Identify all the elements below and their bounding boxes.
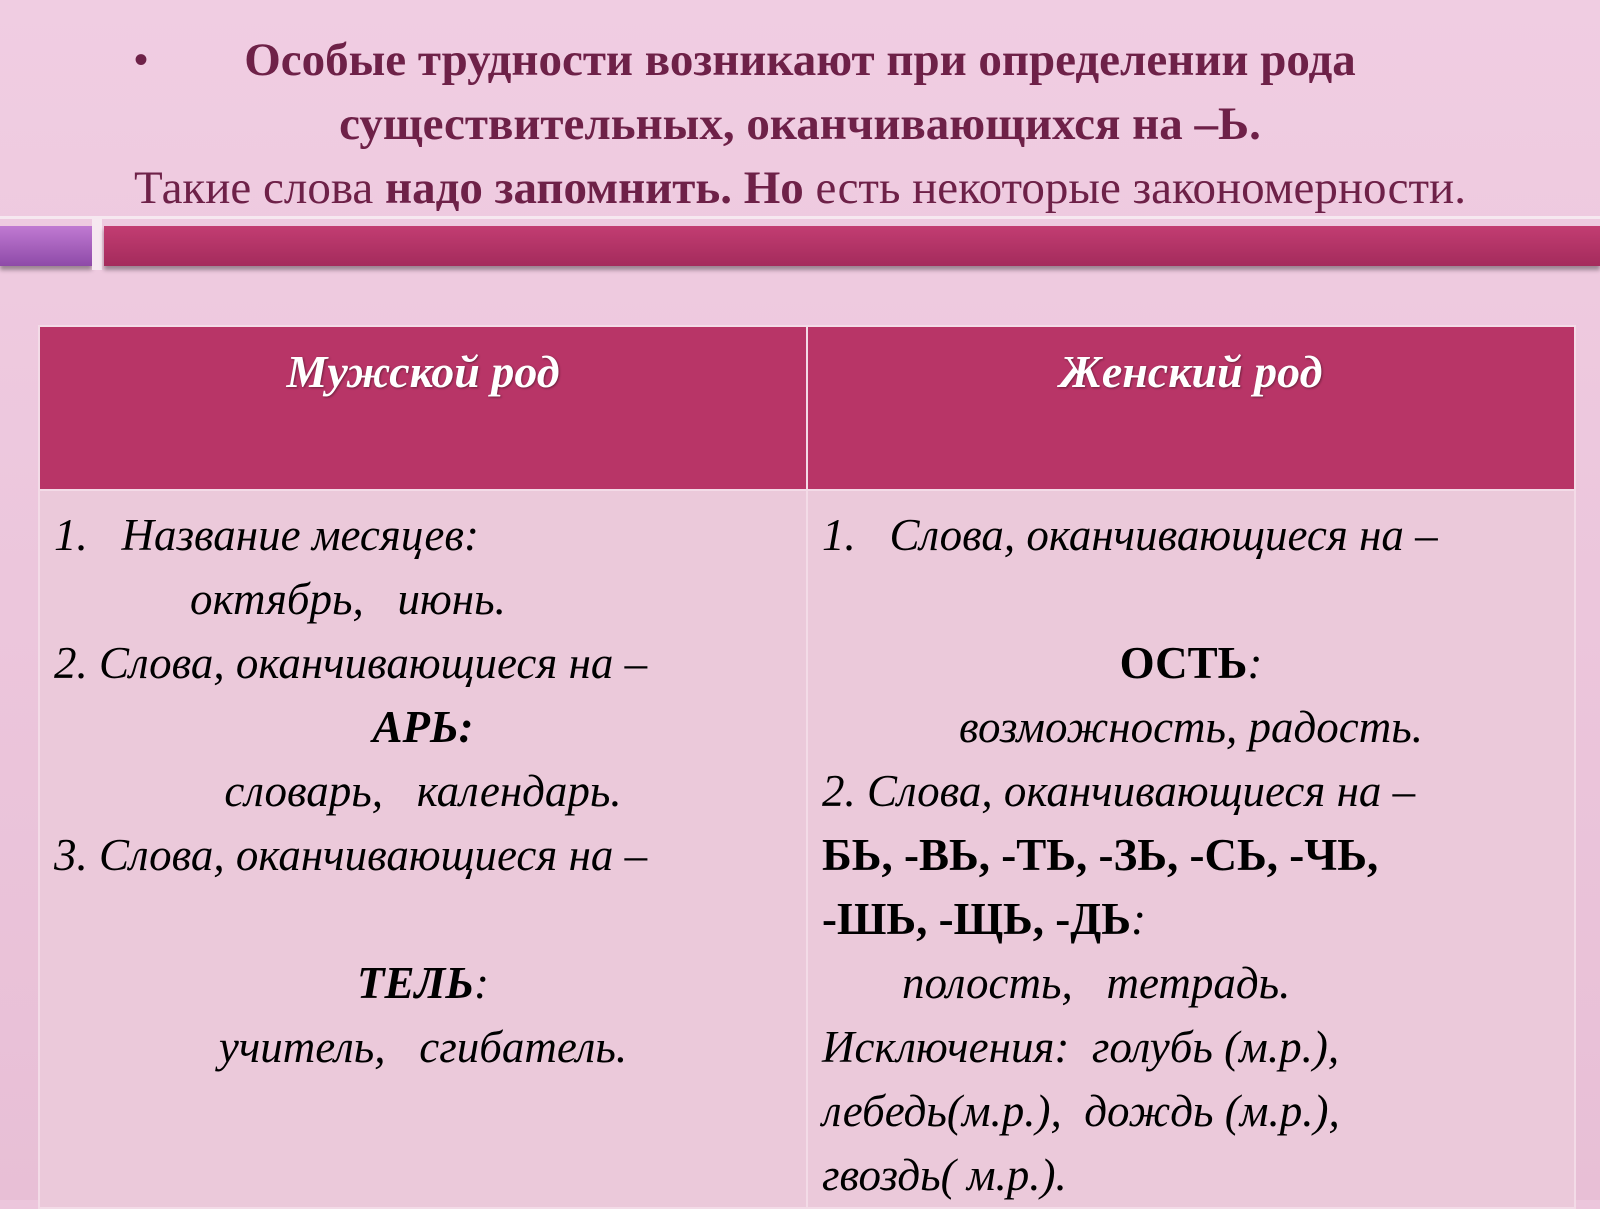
- divider-bar-right: [104, 226, 1600, 266]
- heading-line-2: существительных, оканчивающихся на –Ь.: [339, 98, 1261, 150]
- fem-exceptions-2: лебедь(м.р.), дождь (м.р.),: [822, 1086, 1340, 1136]
- slide-subline: [0, 156, 1600, 220]
- slide-heading: [0, 28, 1600, 156]
- fem-suffix-2b-line: [822, 887, 1560, 951]
- fem-suffix-2-colon: :: [1131, 894, 1147, 944]
- subline-text-3: есть некоторые закономерности.: [803, 162, 1466, 214]
- masc-suffix-3-line: [54, 951, 792, 1015]
- divider-bar-left: [0, 226, 92, 266]
- bullet-point: •: [134, 37, 149, 82]
- fem-suffix-1: ОСТЬ: [1119, 638, 1248, 688]
- subline-bold-2: Но: [743, 162, 804, 214]
- masc-spacer: [54, 887, 792, 951]
- masc-item-3: 3. Слова, оканчивающиеся на –: [54, 830, 648, 880]
- masc-item-1: 1. Название месяцев:: [54, 510, 479, 560]
- masc-item-2: 2. Слова, оканчивающиеся на –: [54, 638, 648, 688]
- fem-suffix-2b: -ШЬ, -ЩЬ, -ДЬ: [822, 894, 1132, 944]
- masc-example-2: словарь, календарь.: [224, 766, 622, 816]
- fem-example-2: полость, тетрадь.: [902, 958, 1291, 1008]
- masc-example-1: октябрь, июнь.: [190, 574, 506, 624]
- fem-suffix-1-colon: :: [1247, 638, 1263, 688]
- header-feminine: Женский род: [807, 326, 1575, 490]
- divider-top-line: [0, 216, 1600, 219]
- table-header-row: [39, 326, 1575, 490]
- fem-exceptions-3: гвоздь( м.р.).: [822, 1150, 1067, 1200]
- feminine-cell: [807, 490, 1575, 1208]
- table-body-row: [39, 490, 1575, 1208]
- fem-item-1: 1. Слова, оканчивающиеся на –: [822, 510, 1438, 560]
- subline-text-2: [732, 162, 744, 214]
- heading-line-1: Особые трудности возникают при определении рода: [244, 34, 1356, 86]
- fem-suffix-2a: БЬ, -ВЬ, -ТЬ, -ЗЬ, -СЬ, -ЧЬ,: [822, 830, 1379, 880]
- masc-suffix-3: ТЕЛЬ: [357, 958, 474, 1008]
- fem-example-1: возможность, радость.: [959, 702, 1423, 752]
- masc-suffix-2: АРЬ:: [372, 702, 474, 752]
- masculine-cell: [39, 490, 807, 1208]
- masc-suffix-3-colon: :: [473, 958, 489, 1008]
- subline-bold-1: надо запомнить.: [385, 162, 732, 214]
- fem-exceptions-1: Исключения: голубь (м.р.),: [822, 1022, 1340, 1072]
- fem-item-2: 2. Слова, оканчивающиеся на –: [822, 766, 1416, 816]
- gender-rules-table: [38, 325, 1576, 1209]
- divider-gap: [92, 218, 102, 270]
- header-masculine: Мужской род: [39, 326, 807, 490]
- subline-text-1: Такие слова: [134, 162, 386, 214]
- masc-example-3: учитель, сгибатель.: [218, 1022, 628, 1072]
- fem-spacer: [822, 567, 1560, 631]
- fem-suffix-1-line: [822, 631, 1560, 695]
